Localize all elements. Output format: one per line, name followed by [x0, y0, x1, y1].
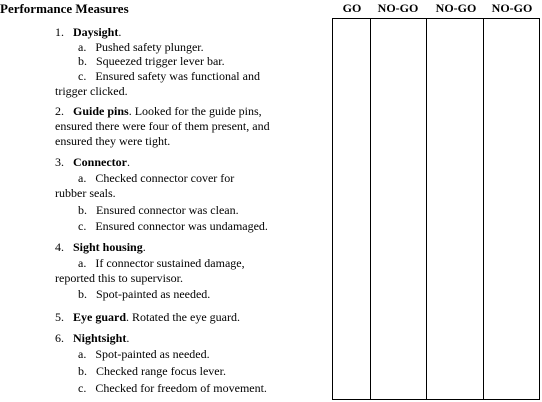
step: [78, 381, 267, 395]
measure-title-suffix: . Rotated the eye guard.: [126, 310, 240, 324]
step: [78, 54, 225, 68]
grading-grid: [332, 18, 540, 400]
step-text: Checked connector cover for: [95, 171, 235, 185]
step: [78, 287, 210, 301]
step-continuation: trigger clicked.: [55, 84, 128, 98]
step-text: Ensured connector was undamaged.: [95, 219, 268, 233]
measure-heading: [55, 331, 129, 345]
step-continuation: reported this to supervisor.: [55, 271, 183, 285]
measure-number: 5.: [55, 310, 64, 324]
measure-number: 1.: [55, 25, 64, 39]
measure-title-suffix: .: [126, 331, 130, 345]
measure-heading: [55, 25, 121, 39]
measure-heading: [55, 155, 130, 169]
step-letter: c.: [78, 381, 87, 395]
step: [78, 364, 226, 378]
col-header-no-go-2: NO-GO: [435, 1, 477, 15]
grid-divider: [426, 19, 427, 399]
measure-text: ensured they were tight.: [55, 134, 171, 148]
step: [78, 347, 210, 361]
measure-number: 3.: [55, 155, 64, 169]
measure-title: Eye guard: [73, 310, 127, 324]
step-text: Pushed safety plunger.: [95, 40, 204, 54]
grid-divider: [483, 19, 484, 399]
step-text: Spot-painted as needed.: [95, 347, 210, 361]
col-header-no-go-3: NO-GO: [491, 1, 533, 15]
step-text: Checked for freedom of movement.: [95, 381, 267, 395]
step-letter: a.: [78, 347, 87, 361]
step-text: Checked range focus lever.: [96, 364, 226, 378]
measure-heading: [55, 240, 146, 254]
step-letter: b.: [78, 287, 87, 301]
measure-title-suffix: .: [127, 155, 130, 169]
step: [78, 256, 245, 270]
step: [78, 69, 260, 83]
measure-title: Sight housing: [73, 240, 143, 254]
step: [78, 203, 239, 217]
step-letter: a.: [78, 40, 87, 54]
measure-number: 2.: [55, 104, 64, 118]
measure-heading: [55, 104, 262, 118]
measure-title: Daysight: [73, 25, 119, 39]
measure-title-suffix: .: [142, 240, 146, 254]
measure-number: 6.: [55, 331, 64, 345]
measure-title: Guide pins: [73, 104, 129, 118]
col-header-go: GO: [342, 1, 362, 15]
step-text: Ensured safety was functional and: [95, 69, 260, 83]
step: [78, 171, 234, 185]
step-letter: c.: [78, 219, 87, 233]
measure-title-suffix: .: [118, 25, 122, 39]
step: [78, 40, 204, 54]
measure-text: ensured there were four of them present, and: [55, 119, 270, 133]
measure-number: 4.: [55, 240, 64, 254]
step-letter: b.: [78, 54, 87, 68]
step-text: Ensured connector was clean.: [96, 203, 239, 217]
col-header-no-go-1: NO-GO: [377, 1, 419, 15]
step-letter: a.: [78, 171, 87, 185]
step-letter: a.: [78, 256, 87, 270]
step-letter: c.: [78, 69, 87, 83]
step-text: Squeezed trigger lever bar.: [96, 54, 225, 68]
measure-title: Connector: [73, 155, 127, 169]
step-letter: b.: [78, 364, 87, 378]
step-text: If connector sustained damage,: [95, 256, 245, 270]
measure-title-suffix: . Looked for the guide pins,: [128, 104, 262, 118]
measure-title: Nightsight: [73, 331, 127, 345]
page-title: Performance Measures: [0, 1, 129, 16]
step-letter: b.: [78, 203, 87, 217]
step: [78, 219, 268, 233]
grid-divider: [370, 19, 371, 399]
step-continuation: rubber seals.: [55, 186, 116, 200]
measure-heading: [55, 310, 240, 324]
step-text: Spot-painted as needed.: [96, 287, 211, 301]
